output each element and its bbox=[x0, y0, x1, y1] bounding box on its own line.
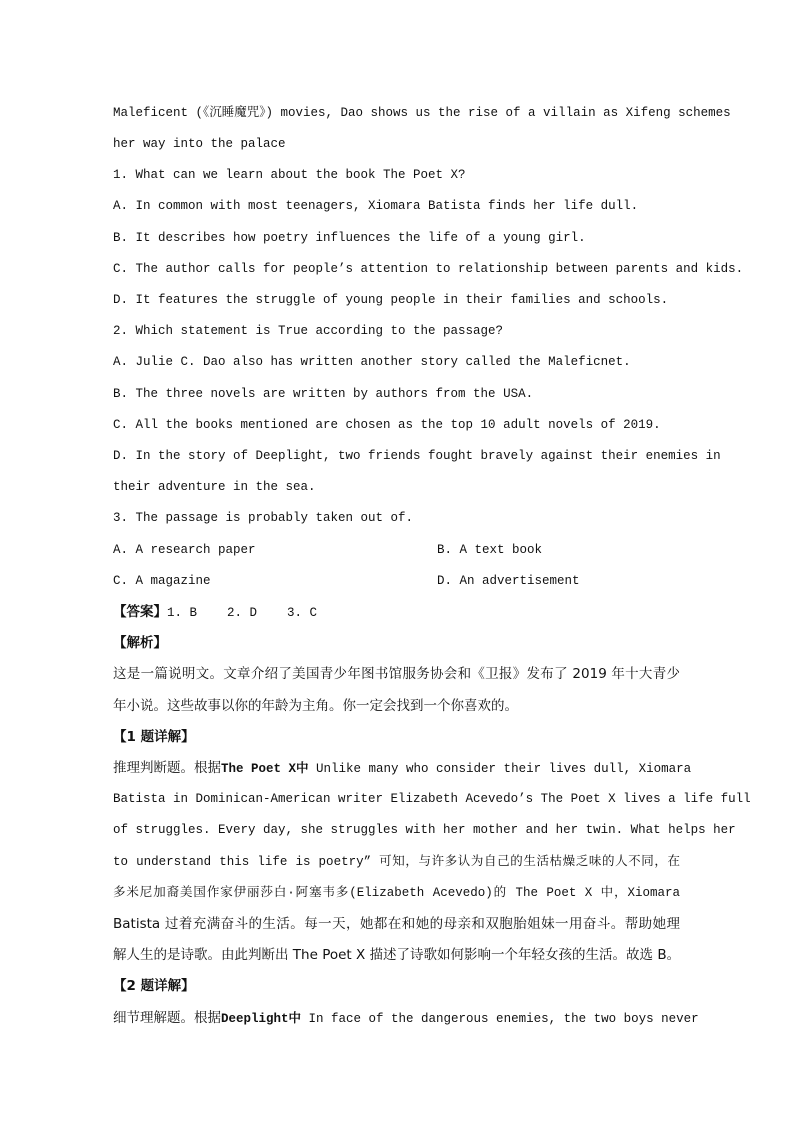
question-3-option-a: A. A research paper bbox=[113, 543, 256, 557]
analysis-line-2: 年小说。这些故事以你的年龄为主角。你一定会找到一个你喜欢的。 bbox=[113, 698, 518, 714]
question-2-option-d-cont: their adventure in the sea. bbox=[113, 480, 316, 494]
question-2-stem: 2. Which statement is True according to the passage? bbox=[113, 324, 504, 338]
intro-line-2: her way into the palace bbox=[113, 137, 286, 151]
q1-detail-quote-start: Unlike many who consider their lives dull, Xiomara bbox=[316, 762, 692, 776]
q2-detail-line-1 bbox=[113, 1010, 699, 1027]
q1-detail-line-2: Batista in Dominican-American writer Elizabeth Acevedo’s The Poet X lives a life full bbox=[113, 792, 751, 806]
q1-detail-line-5: 多米尼加裔美国作家伊丽莎白·阿塞韦多(Elizabeth Acevedo)的 The Poet X 中，Xiomara bbox=[113, 886, 680, 900]
q2-detail-quote-start: In face of the dangerous enemies, the two boys never bbox=[308, 1012, 699, 1026]
question-3-option-c: C. A magazine bbox=[113, 574, 211, 588]
q2-detail-prefix: 细节理解题。根据 bbox=[113, 1010, 221, 1026]
question-3-option-b: B. A text book bbox=[437, 543, 543, 557]
q1-detail-line-6: Batista 过着充满奋斗的生活。每一天，她都在和她的母亲和双胞胎姐妹一用奋斗。帮助她理 bbox=[113, 916, 680, 932]
analysis-label: 【解析】 bbox=[113, 635, 167, 651]
q1-detail-label: 【1 题详解】 bbox=[113, 729, 195, 745]
answer-label: 【答案】 bbox=[113, 604, 167, 620]
q1-detail-line-1 bbox=[113, 760, 692, 777]
analysis-heading bbox=[113, 635, 680, 652]
answer-line bbox=[113, 604, 680, 621]
analysis-line-1: 这是一篇说明文。文章介绍了美国青少年图书馆服务协会和《卫报》发布了 2019 年十大青少 bbox=[113, 666, 680, 682]
q1-detail-source: The Poet X中 bbox=[221, 762, 309, 776]
intro-line-1: Maleficent (《沉睡魔咒》) movies, Dao shows us the rise of a villain as Xifeng schemes bbox=[113, 106, 731, 120]
q1-detail-heading bbox=[113, 729, 680, 746]
q2-detail-source: Deeplight中 bbox=[221, 1012, 302, 1026]
question-3-options-row-1 bbox=[113, 542, 680, 558]
q1-detail-line-4: to understand this life is poetry” 可知，与许多认为自己的生活枯燥乏味的人不同，在 bbox=[113, 855, 680, 869]
q1-detail-line-3: of struggles. Every day, she struggles with her mother and her twin. What helps her bbox=[113, 823, 736, 837]
question-2-option-c: C. All the books mentioned are chosen as the top 10 adult novels of 2019. bbox=[113, 418, 661, 432]
question-2-option-b: B. The three novels are written by authors from the USA. bbox=[113, 387, 534, 401]
question-2-option-a: A. Julie C. Dao also has written another story called the Maleficnet. bbox=[113, 355, 631, 369]
question-1-option-b: B. It describes how poetry influences the life of a young girl. bbox=[113, 231, 586, 245]
question-1-stem: 1. What can we learn about the book The Poet X? bbox=[113, 168, 466, 182]
question-3-option-d: D. An advertisement bbox=[437, 574, 580, 588]
question-1-option-a: A. In common with most teenagers, Xiomara Batista finds her life dull. bbox=[113, 199, 639, 213]
question-3-stem: 3. The passage is probably taken out of. bbox=[113, 511, 414, 525]
q1-detail-line-7: 解人生的是诗歌。由此判断出 The Poet X 描述了诗歌如何影响一个年轻女孩的生活。故选 B。 bbox=[113, 947, 681, 963]
answer-text: 1. B 2. D 3. C bbox=[167, 606, 318, 620]
q2-detail-heading bbox=[113, 978, 680, 995]
question-2-option-d: D. In the story of Deeplight, two friends fought bravely against their enemies in bbox=[113, 449, 721, 463]
question-1-option-d: D. It features the struggle of young people in their families and schools. bbox=[113, 293, 669, 307]
question-1-option-c: C. The author calls for people’s attention to relationship between parents and kids. bbox=[113, 262, 744, 276]
q1-detail-prefix: 推理判断题。根据 bbox=[113, 760, 221, 776]
question-3-options-row-2 bbox=[113, 573, 680, 589]
q2-detail-label: 【2 题详解】 bbox=[113, 978, 195, 994]
